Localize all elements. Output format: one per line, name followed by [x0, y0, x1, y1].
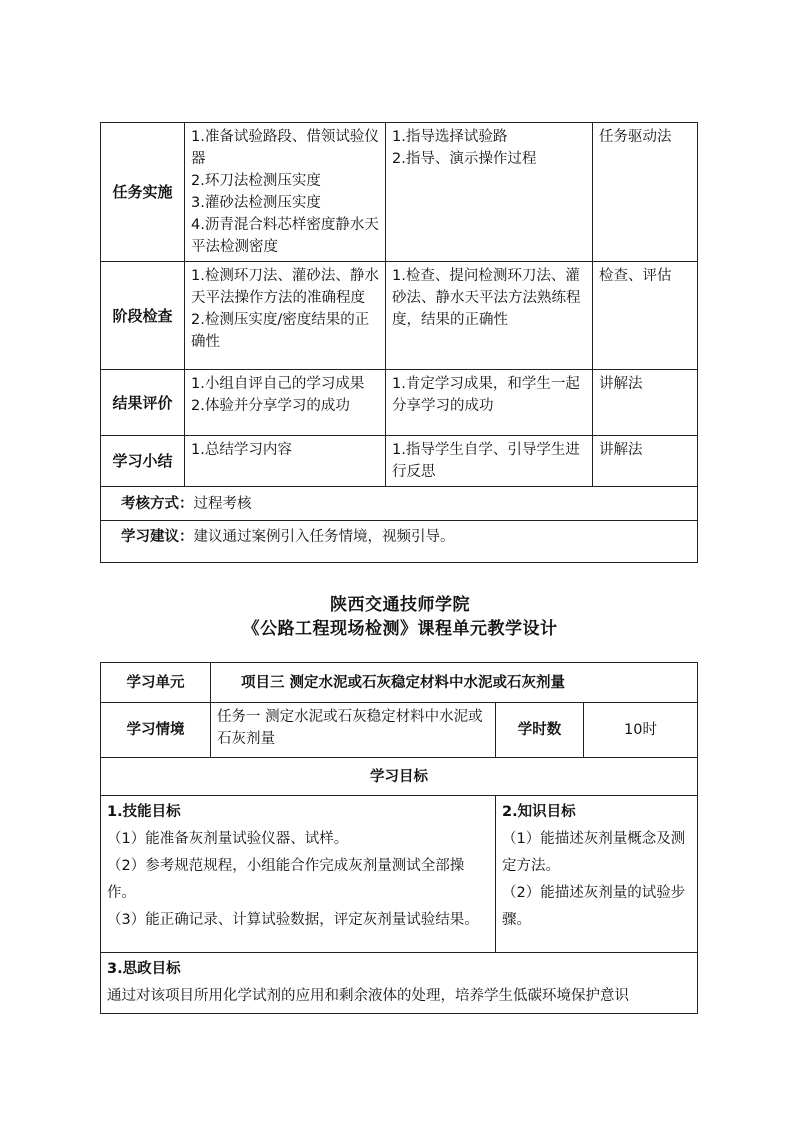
unit-value: 项目三 测定水泥或石灰稳定材料中水泥或石灰剂量: [211, 663, 698, 703]
teacher-activity-cell: [386, 370, 593, 436]
assessment-value: 过程考核: [193, 495, 252, 512]
teacher-activity-cell: [386, 262, 593, 370]
unit-label: 学习单元: [101, 663, 211, 703]
teaching-process-table: [100, 122, 698, 563]
list-item: 1.小组自评自己的学习成果: [191, 376, 365, 392]
list-item: 1.检查、提问检测环刀法、灌砂法、静水天平法方法熟练程度，结果的正确性: [392, 268, 581, 328]
table-row: [101, 370, 698, 436]
table-row: [101, 703, 698, 758]
method-cell: 讲解法: [593, 370, 698, 436]
student-activity-cell: [185, 436, 386, 487]
list-item: （1）能描述灰剂量概念及测定方法。: [502, 831, 686, 874]
table-row: [101, 262, 698, 370]
assessment-row: [101, 487, 698, 521]
advice-row: [101, 521, 698, 563]
list-item: （1）能准备灰剂量试验仪器、试样。: [107, 831, 349, 847]
teacher-activity-cell: [386, 123, 593, 262]
method-cell: 任务驱动法: [593, 123, 698, 262]
list-item: （3）能正确记录、计算试验数据，评定灰剂量试验结果。: [107, 912, 479, 928]
assessment-cell: [101, 487, 698, 521]
list-item: 4.沥青混合料芯样密度静水天平法检测密度: [191, 217, 379, 255]
table-row: [101, 123, 698, 262]
student-activity-cell: [185, 123, 386, 262]
ideology-goals-cell: [101, 953, 698, 1014]
hours-value: 10时: [584, 703, 698, 758]
method-cell: 检查、评估: [593, 262, 698, 370]
list-item: 2.体验并分享学习的成功: [191, 398, 350, 414]
table-row: [101, 758, 698, 796]
list-item: 1.检测环刀法、灌砂法、静水天平法操作方法的准确程度: [191, 268, 379, 306]
situation-value: 任务一 测定水泥或石灰稳定材料中水泥或石灰剂量: [211, 703, 496, 758]
list-item: 1.肯定学习成果，和学生一起分享学习的成功: [392, 376, 580, 414]
table-row: [101, 663, 698, 703]
list-item: 2.环刀法检测压实度: [191, 173, 321, 189]
advice-value: 建议通过案例引入任务情境，视频引导。: [193, 529, 455, 545]
teacher-activity-cell: [386, 436, 593, 487]
list-item: 1.总结学习内容: [191, 442, 292, 458]
skill-goals-title: 1.技能目标: [107, 804, 181, 820]
list-item: 1.指导学生自学、引导学生进行反思: [392, 442, 580, 480]
list-item: 2.指导、演示操作过程: [392, 151, 537, 167]
stage-cell: 学习小结: [101, 436, 185, 487]
table-row: [101, 953, 698, 1014]
list-item: （2）参考规范规程，小组能合作完成灰剂量测试全部操作。: [107, 858, 465, 901]
skill-goals-cell: [101, 796, 496, 953]
table-row: [101, 436, 698, 487]
ideology-goals-title: 3.思政目标: [107, 961, 181, 977]
school-title: 陕西交通技师学院: [330, 595, 470, 615]
stage-cell: 任务实施: [101, 123, 185, 262]
list-item: 1.准备试验路段、借领试验仪器: [191, 129, 379, 167]
unit-design-table: [100, 662, 698, 1014]
hours-label: 学时数: [496, 703, 584, 758]
advice-label: 学习建议：: [121, 529, 194, 545]
assessment-label: 考核方式：: [121, 495, 194, 512]
student-activity-cell: [185, 370, 386, 436]
list-item: 2.检测压实度/密度结果的正确性: [191, 312, 370, 350]
method-cell: 讲解法: [593, 436, 698, 487]
student-activity-cell: [185, 262, 386, 370]
list-item: 3.灌砂法检测压实度: [191, 195, 321, 211]
advice-cell: [101, 521, 698, 563]
knowledge-goals-title: 2.知识目标: [502, 804, 576, 820]
course-title: 《公路工程现场检测》课程单元教学设计: [242, 619, 558, 639]
knowledge-goals-cell: [496, 796, 698, 953]
stage-cell: 结果评价: [101, 370, 185, 436]
stage-cell: 阶段检查: [101, 262, 185, 370]
list-item: （2）能描述灰剂量的试验步骤。: [502, 885, 686, 928]
table-row: [101, 796, 698, 953]
ideology-text: 通过对该项目所用化学试剂的应用和剩余液体的处理，培养学生低碳环境保护意识: [107, 988, 629, 1004]
list-item: 1.指导选择试验路: [392, 129, 508, 145]
situation-label: 学习情境: [101, 703, 211, 758]
goals-title: 学习目标: [101, 758, 698, 796]
